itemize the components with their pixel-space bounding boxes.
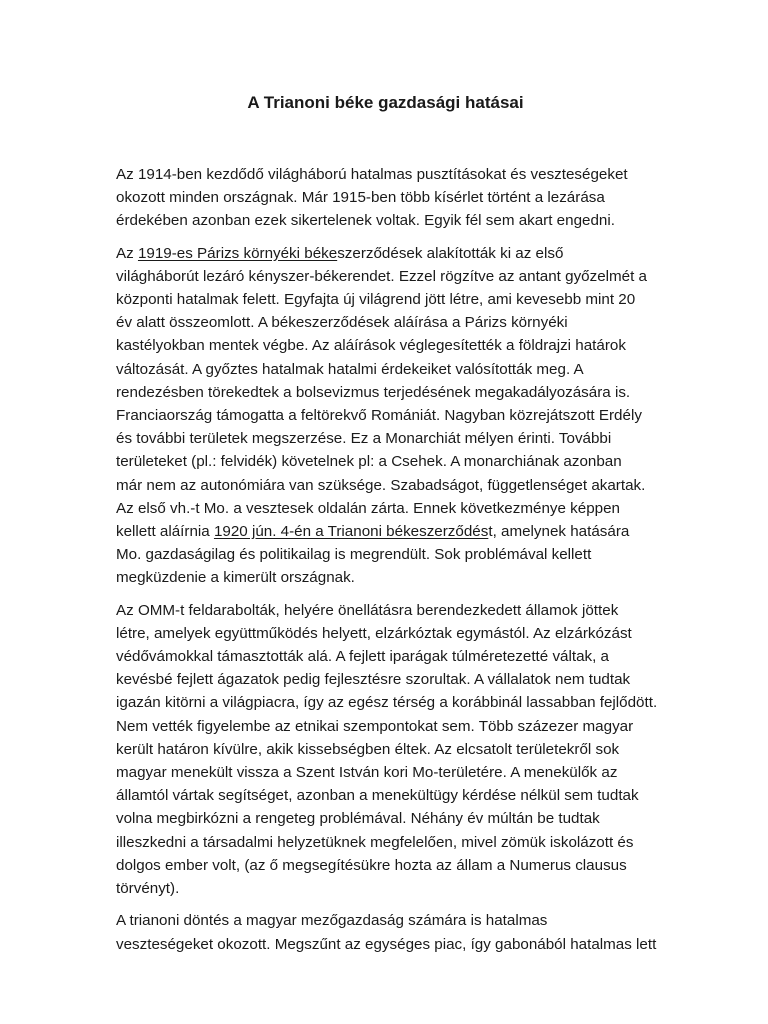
text-segment: szerződések alakították ki az első — [337, 244, 564, 262]
text-line: kevésbé fejlett ágazatok pedig fejlesztésre szorultak. A vállalatok nem tudtak — [116, 671, 631, 689]
underlined-link-1919[interactable]: 1919-es Párizs környéki béke — [137, 244, 338, 262]
text-line: központi hatalmak felett. Egyfajta új világrend jött létre, ami kevesebb mint 20 — [116, 291, 636, 309]
text-line: államtól vártak segítséget, azonban a menekültügy kérdése nélkül sem tudtak — [116, 787, 639, 805]
text-line: került határon kívülre, akik kissebségben éltek. Az elcsatolt területekről sok — [116, 740, 620, 758]
text-line: kastélyokban mentek végbe. Az aláírások véglegesítették a földrajzi határok — [116, 337, 626, 355]
text-line: A trianoni döntés a magyar mezőgazdaság számára is hatalmas — [116, 912, 548, 930]
text-segment: kellett aláírnia — [116, 523, 214, 541]
text-line: volna megbirkózni a rengeteg problémával. Néhány év múltán be tudtak — [116, 810, 600, 828]
text-line: és további területek megszerzése. Ez a Monarchiát mélyen érinti. További — [116, 430, 612, 448]
text-line: Nem vették figyelembe az etnikai szempontokat sem. Több százezer magyar — [116, 717, 634, 735]
text-line — [93, 242, 678, 265]
text-line: magyar menekült vissza a Szent István kori Mo-területére. A menekülők az — [116, 764, 618, 782]
text-line: Franciaország támogatta a feltörekvő Romániát. Nagyban közrejátszott Erdély — [116, 407, 642, 425]
text-line: védővámokkal támasztották alá. A fejlett iparágak túlméretezetté váltak, a — [116, 648, 610, 666]
text-line: okozott minden országnak. Már 1915-ben több kísérlet történt a lezárása — [116, 189, 605, 207]
text-line: területeket (pl.: felvidék) követelnek pl: a Csehek. A monarchiának azonban — [116, 453, 622, 471]
text-line: érdekében azonban ezek sikertelenek voltak. Egyik fél sem akart engedni. — [116, 212, 615, 230]
text-line: megküzdenie a kimerült országnak. — [116, 569, 355, 587]
underlined-link-1920[interactable]: 1920 jún. 4-én a Trianoni békeszerződés — [213, 523, 489, 541]
text-line: veszteségeket okozott. Megszűnt az egységes piac, így gabonából hatalmas lett — [116, 935, 657, 953]
text-line: Az első vh.-t Mo. a vesztesek oldalán zárta. Ennek következménye képpen — [116, 499, 620, 517]
text-line: illeszkedni a társadalmi helyzetüknek megfelelően, mivel zömük iskolázott és — [116, 833, 634, 851]
text-line: létre, amelyek együttműködés helyett, elzárkóztak egymástól. Az elzárkózást — [116, 624, 632, 642]
paragraph-1 — [93, 163, 678, 233]
text-line: törvényt). — [116, 880, 180, 898]
text-segment: t, amelynek hatására — [488, 523, 630, 541]
text-line: változását. A győztes hatalmak hatalmi érdekeiket valósították meg. A — [116, 360, 584, 378]
text-line: év alatt összeomlott. A békeszerződések aláírása a Párizs környéki — [116, 314, 568, 332]
text-line: világháborút lezáró kényszer-békerendet. Ezzel rögzítve az antant győzelmét a — [116, 267, 648, 285]
document-body — [93, 163, 678, 965]
document-page — [93, 0, 678, 1024]
text-line: igazán kitörni a világpiacra, így az egész térség a korábbinál lassabban fejlődött. — [116, 694, 658, 712]
text-line: dolgos ember volt, (az ő megsegítésükre hozta az állam a Numerus clausus — [116, 856, 627, 874]
paragraph-2 — [93, 242, 678, 590]
text-line: rendezésben törekedtek a bolsevizmus terjedésének megakadályozására is. — [116, 383, 631, 401]
text-line: Az 1914-ben kezdődő világháború hatalmas pusztításokat és veszteségeket — [116, 166, 628, 183]
text-line — [93, 520, 678, 543]
text-line: Mo. gazdaságilag és politikailag is megrendült. Sok problémával kellett — [116, 546, 592, 564]
text-line: Az OMM-t feldarabolták, helyére önellátásra berendezkedett államok jöttek — [116, 601, 619, 619]
document-title: A Trianoni béke gazdasági hatásai — [247, 93, 524, 112]
paragraph-3 — [93, 599, 678, 901]
paragraph-4 — [93, 909, 678, 955]
text-line: már nem az autonómiára van szüksége. Szabadságot, függetlenséget akartak. — [116, 476, 646, 494]
text-segment: Az — [116, 244, 138, 262]
